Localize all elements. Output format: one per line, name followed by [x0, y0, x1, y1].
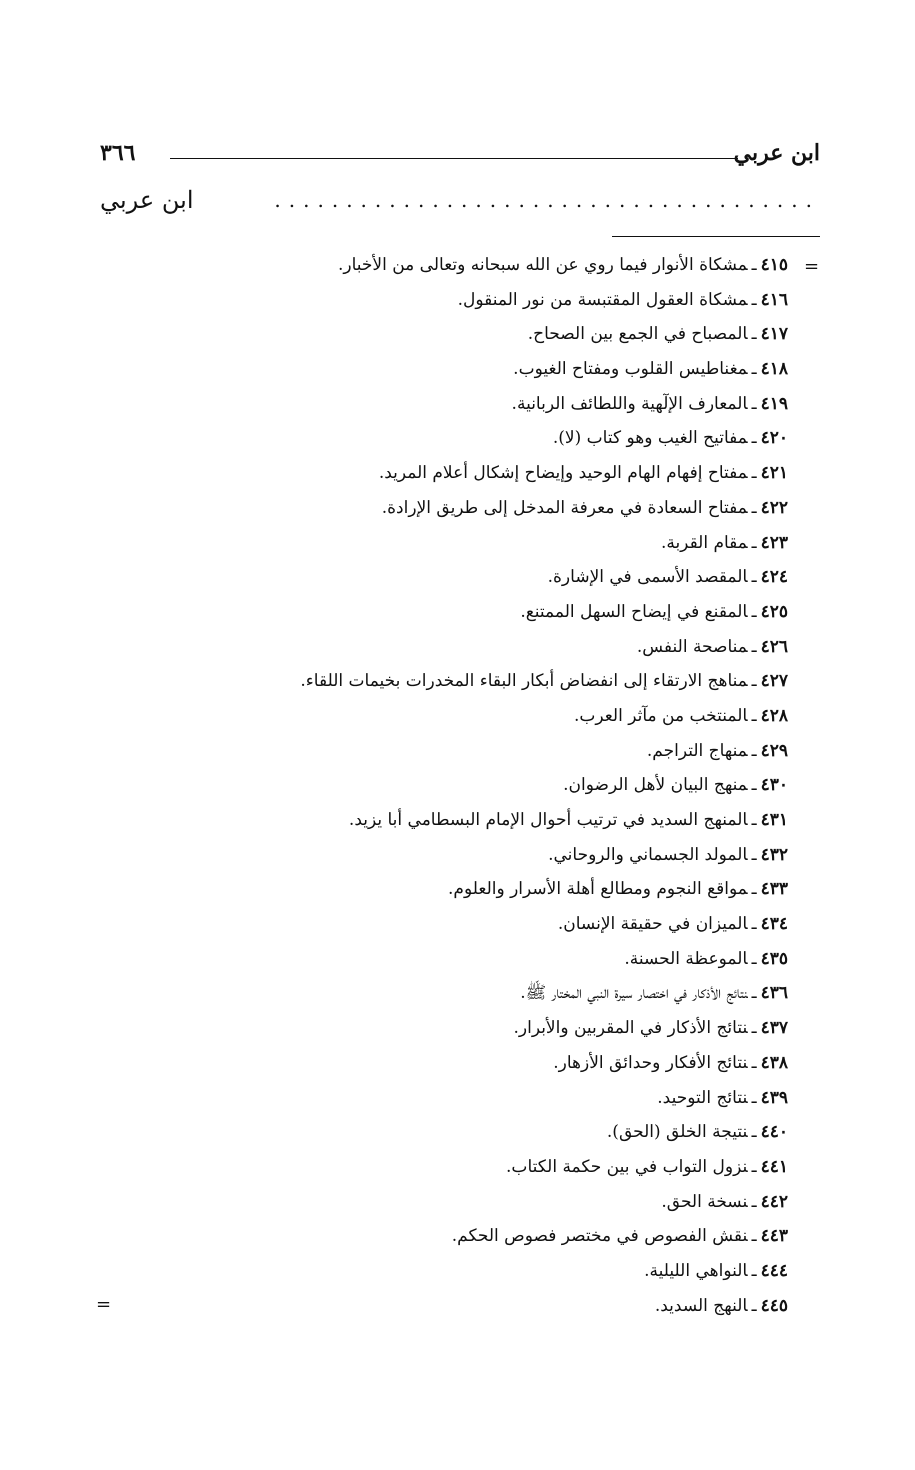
entry-separator: ـ — [751, 775, 757, 796]
entry-separator: ـ — [751, 463, 757, 484]
entry-title: المعارف الإلٓهية واللطائف الربانية. — [511, 393, 748, 414]
continuation-mark-bottom: = — [96, 1294, 112, 1315]
entry-separator: ـ — [751, 497, 757, 518]
list-item — [228, 838, 788, 873]
book-list — [228, 248, 788, 1323]
entry-separator: ـ — [751, 567, 757, 588]
entry-title: مغناطيس القلوب ومفتاح الغيوب. — [513, 359, 748, 380]
entry-title: النهج السديد. — [654, 1295, 748, 1316]
entry-title: نتائج التوحيد. — [657, 1087, 748, 1108]
list-item — [228, 942, 788, 977]
entry-separator: ـ — [751, 1052, 757, 1073]
leader-dots: ...................................... — [274, 188, 820, 212]
entry-title: النواهي الليلية. — [644, 1260, 748, 1281]
entry-separator: ـ — [751, 705, 757, 726]
list-item — [228, 1185, 788, 1220]
entry-number: ٤٤٣ — [760, 1226, 788, 1247]
list-item — [228, 317, 788, 352]
entry-number: ٤٣٨ — [760, 1052, 788, 1073]
entry-number: ٤٢١ — [760, 463, 788, 484]
entry-number: ٤١٩ — [760, 393, 788, 414]
entry-number: ٤٢٥ — [760, 601, 788, 622]
list-item — [228, 491, 788, 526]
list-item — [228, 1011, 788, 1046]
entry-separator: ـ — [751, 914, 757, 935]
entry-separator: ـ — [751, 289, 757, 310]
entry-number: ٤٤٤ — [760, 1260, 788, 1281]
entry-title: المولد الجسماني والروحاني. — [548, 844, 748, 865]
entry-number: ٤٣٤ — [760, 914, 788, 935]
entry-title: المصباح في الجمع بين الصحاح. — [527, 324, 748, 345]
entry-number: ٤١٨ — [760, 359, 788, 380]
entry-separator: ـ — [751, 601, 757, 622]
entry-number: ٤٢٣ — [760, 532, 788, 553]
entry-number: ٤٢٦ — [760, 636, 788, 657]
entry-separator: ـ — [751, 844, 757, 865]
entry-separator: ـ — [751, 1018, 757, 1039]
entry-title: منهج البيان لأهل الرضوان. — [563, 775, 748, 796]
entry-separator: ـ — [751, 1260, 757, 1281]
list-item — [228, 1046, 788, 1081]
entry-title: مقام القربة. — [660, 532, 748, 553]
entry-title: الموعظة الحسنة. — [624, 948, 748, 969]
entry-title: مشكاة الأنوار فيما روي عن الله سبحانه وتعالى من الأخبار. — [337, 255, 748, 275]
entry-separator: ـ — [751, 740, 757, 761]
list-item — [228, 283, 788, 318]
entry-number: ٤٢٨ — [760, 705, 788, 726]
entry-title: نتائج الأذكار في اختصار سيرة النبي المختار ﷺ. — [520, 983, 748, 1004]
entry-title: مشكاة العقول المقتبسة من نور المنقول. — [457, 289, 748, 310]
list-item — [228, 872, 788, 907]
list-item — [228, 1219, 788, 1254]
list-item — [228, 699, 788, 734]
entry-title: المقصد الأسمى في الإشارة. — [547, 567, 748, 588]
entry-number: ٤١٥ — [760, 255, 788, 275]
section-rule — [612, 236, 820, 237]
entry-title: مفتاح إفهام الهام الوحيد وإيضاح إشكال أعلام المريد. — [378, 463, 748, 484]
entry-number: ٤٣١ — [760, 810, 788, 830]
entry-title: نتيجة الخلق (الحق). — [606, 1122, 748, 1143]
list-item — [228, 734, 788, 769]
entry-title: الميزان في حقيقة الإنسان. — [557, 914, 748, 935]
list-item — [228, 1150, 788, 1185]
entry-separator: ـ — [751, 636, 757, 657]
entry-title: منهاج التراجم. — [646, 740, 748, 761]
entry-separator: ـ — [751, 879, 757, 900]
entry-separator: ـ — [751, 983, 757, 1004]
entry-separator: ـ — [751, 324, 757, 345]
entry-separator: ـ — [751, 393, 757, 414]
list-item — [228, 1115, 788, 1150]
entry-title: نتائج الأذكار في المقربين والأبرار. — [513, 1018, 748, 1039]
entry-title: مواقع النجوم ومطالع أهلة الأسرار والعلوم. — [448, 879, 748, 900]
entry-number: ٤٣٠ — [760, 775, 788, 796]
entry-number: ٤٢٧ — [760, 671, 788, 692]
list-item — [228, 630, 788, 665]
entry-number: ٤٣٧ — [760, 1018, 788, 1039]
entry-separator: ـ — [751, 255, 757, 275]
entry-title: مفاتيح الغيب وهو كتاب (لا). — [552, 428, 748, 449]
entry-separator: ـ — [751, 671, 757, 692]
entry-separator: ـ — [751, 1156, 757, 1177]
entry-number: ٤٣٥ — [760, 948, 788, 969]
list-item — [228, 387, 788, 422]
list-item — [228, 526, 788, 561]
list-item — [228, 907, 788, 942]
list-item — [228, 456, 788, 491]
entry-separator: ـ — [751, 532, 757, 553]
entry-separator: ـ — [751, 1226, 757, 1247]
list-item — [228, 1081, 788, 1116]
entry-title: نزول التواب في بين حكمة الكتاب. — [506, 1156, 748, 1177]
list-item — [228, 768, 788, 803]
entry-number: ٤٢٠ — [760, 428, 788, 449]
entry-title: مفتاح السعادة في معرفة المدخل إلى طريق الإرادة. — [381, 497, 748, 518]
list-item — [228, 1254, 788, 1289]
entry-number: ٤٢٩ — [760, 740, 788, 761]
list-item — [228, 976, 788, 1011]
entry-number: ٤٤٥ — [760, 1295, 788, 1316]
entry-number: ٤٤١ — [760, 1156, 788, 1177]
continuation-mark-top: = — [804, 256, 820, 277]
entry-title: نسخة الحق. — [661, 1191, 748, 1212]
entry-number: ٤٣٣ — [760, 879, 788, 900]
list-item — [228, 560, 788, 595]
list-item — [228, 248, 788, 283]
list-item — [228, 421, 788, 456]
list-item — [228, 352, 788, 387]
section-heading — [100, 186, 820, 226]
entry-title: المنهج السديد في ترتيب أحوال الإمام البسطامي أبا يزيد. — [348, 810, 748, 830]
entry-separator: ـ — [751, 948, 757, 969]
entry-separator: ـ — [751, 1122, 757, 1143]
entry-separator: ـ — [751, 428, 757, 449]
entry-separator: ـ — [751, 810, 757, 830]
entry-separator: ـ — [751, 1087, 757, 1108]
entry-number: ٤١٧ — [760, 324, 788, 345]
entry-number: ٤٤٠ — [760, 1122, 788, 1143]
list-item — [228, 595, 788, 630]
entry-number: ٤٤٢ — [760, 1191, 788, 1212]
entry-number: ٤٢٢ — [760, 497, 788, 518]
header-rule — [170, 158, 738, 159]
entry-separator: ـ — [751, 1295, 757, 1316]
entry-title: المنتخب من مآثر العرب. — [573, 705, 748, 726]
list-item — [228, 803, 788, 838]
list-item — [228, 1289, 788, 1324]
entry-number: ٤٣٩ — [760, 1087, 788, 1108]
section-title: ابن عربي — [100, 186, 194, 214]
entry-number: ٤٣٢ — [760, 844, 788, 865]
entry-title: المقنع في إيضاح السهل الممتنع. — [520, 601, 748, 622]
entry-separator: ـ — [751, 359, 757, 380]
entry-title: نتائج الأفكار وحدائق الأزهار. — [553, 1052, 748, 1073]
entry-separator: ـ — [751, 1191, 757, 1212]
page-number: ٣٦٦ — [100, 140, 136, 166]
running-title: ابن عربي — [733, 140, 820, 166]
entry-number: ٤١٦ — [760, 289, 788, 310]
entry-title: مناصحة النفس. — [636, 636, 748, 657]
entry-number: ٤٣٦ — [760, 983, 788, 1004]
entry-number: ٤٢٤ — [760, 567, 788, 588]
list-item — [228, 664, 788, 699]
entry-title: نقش الفصوص في مختصر فصوص الحكم. — [451, 1226, 748, 1247]
entry-title: مناهج الارتقاء إلى انفضاض أبكار البقاء المخدرات بخيمات اللقاء. — [300, 671, 748, 692]
running-header — [100, 140, 820, 176]
